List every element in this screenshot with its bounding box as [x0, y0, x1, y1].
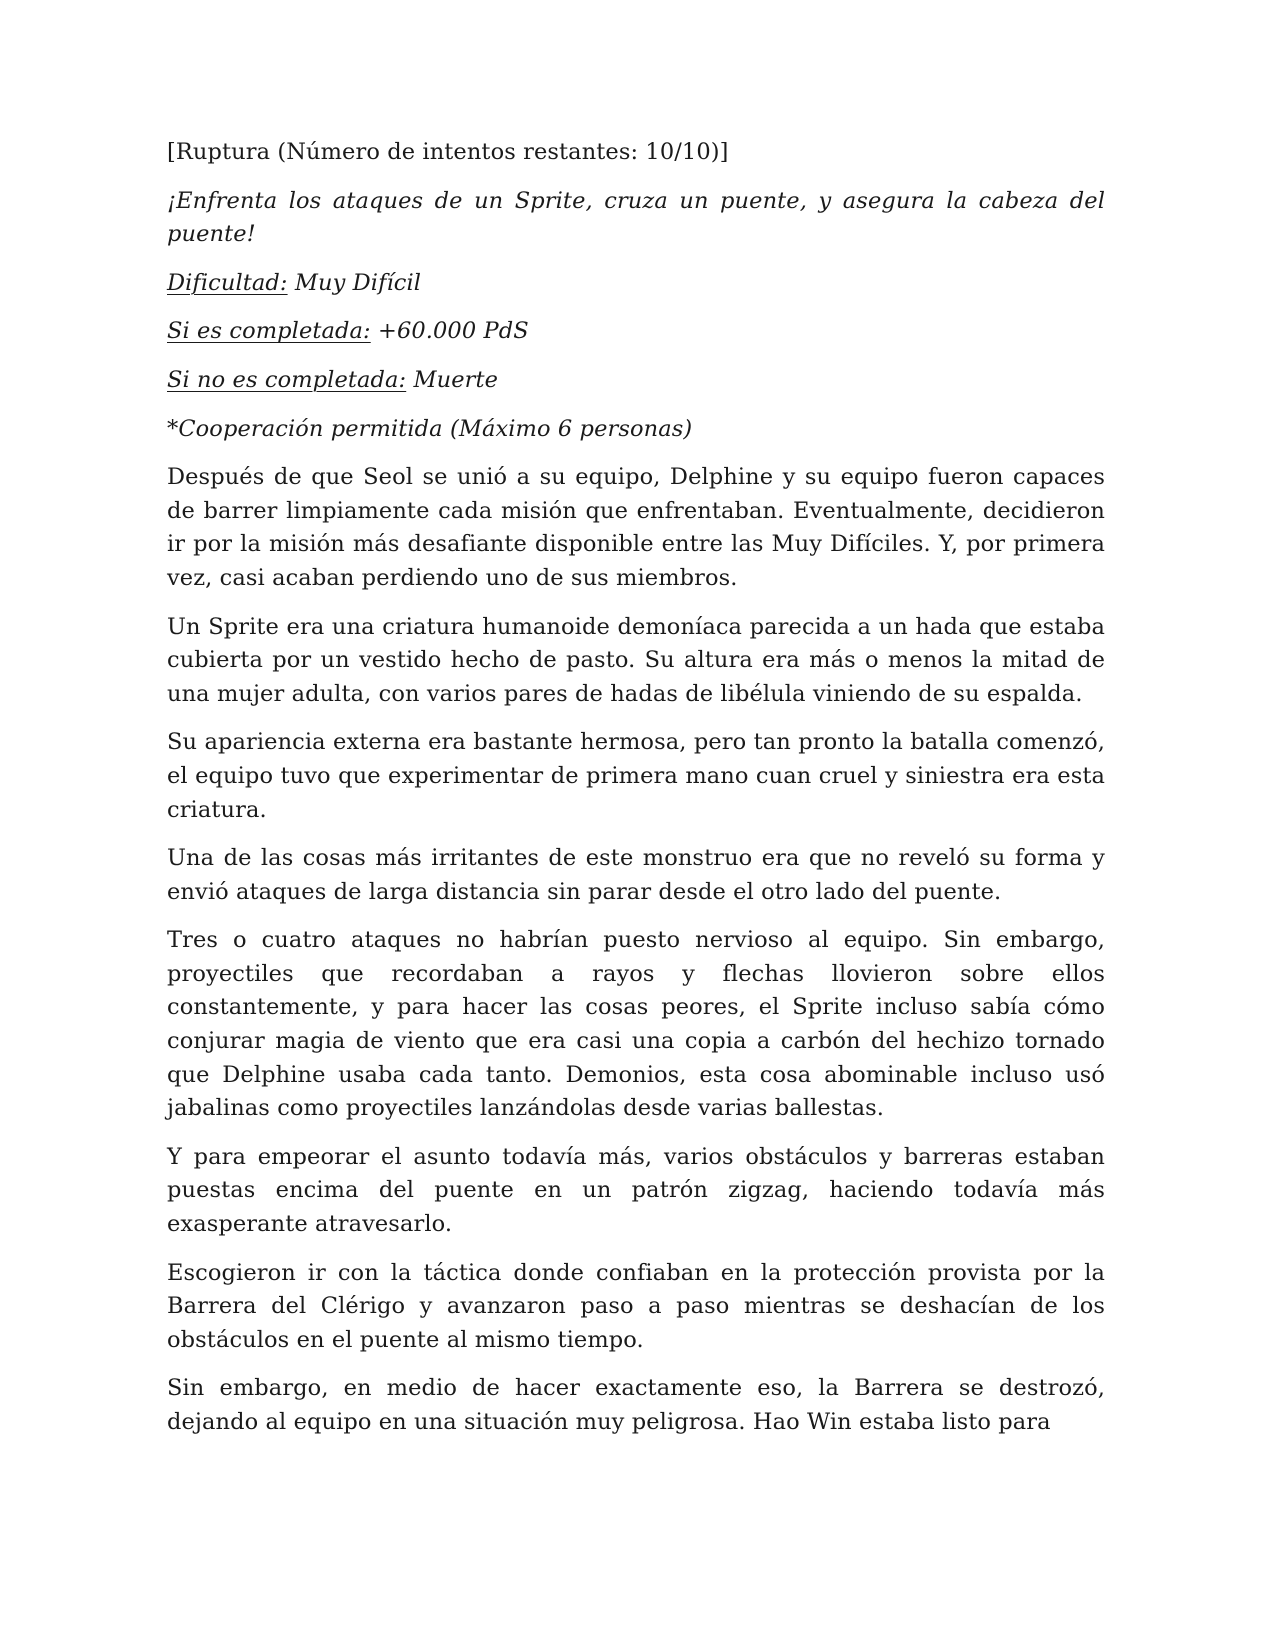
difficulty-value: Muy Difícil [287, 269, 422, 296]
rupture-notice: [Ruptura (Número de intentos restantes: 10/10)] [167, 139, 729, 165]
body-paragraph: Una de las cosas más irritantes de este monstruo era que no reveló su forma y envió ataques de larga distancia sin parar desde el otro lado del puente. [167, 845, 1105, 905]
failure-penalty-value: Muerte [406, 366, 499, 393]
document-page [167, 136, 1105, 1455]
body-paragraph: Tres o cuatro ataques no habrían puesto nervioso al equipo. Sin embargo, proyectiles que recordaban a rayos y flechas llovieron sobre ellos constantemente, y para hacer las cosas peores, el Sprite incluso sabía cómo conjurar magia de viento que era casi una copia a carbón del hechizo tornado que Delphine usaba cada tanto. Demonios, esta cosa abominable incluso usó jabalinas como proyectiles lanzándolas desde varias ballestas. [167, 927, 1105, 1122]
body-paragraph: Después de que Seol se unió a su equipo, Delphine y su equipo fueron capaces de barrer limpiamente cada misión que enfrentaban. Eventualmente, decidieron ir por la misión más desafiante disponible entre las Muy Difíciles. Y, por primera vez, casi acaban perdiendo uno de sus miembros. [167, 464, 1105, 591]
body-paragraph: Su apariencia externa era bastante hermosa, pero tan pronto la batalla comenzó, el equipo tuvo que experimentar de primera mano cuan cruel y siniestra era esta criatura. [167, 729, 1105, 823]
completed-reward-label: Si es completada: [167, 318, 371, 345]
failure-penalty-field [167, 364, 1105, 398]
mission-description: ¡Enfrenta los ataques de un Sprite, cruza un puente, y asegura la cabeza del puente! [167, 187, 1105, 248]
body-paragraph: Un Sprite era una criatura humanoide demoníaca parecida a un hada que estaba cubierta por un vestido hecho de pasto. Su altura era más o menos la mitad de una mujer adulta, con varios pares de hadas de libélula viniendo de su espalda. [167, 613, 1105, 707]
body-paragraph: Escogieron ir con la táctica donde confiaban en la protección provista por la Barrera del Clérigo y avanzaron paso a paso mientras se deshacían de los obstáculos en el puente al mismo tiempo. [167, 1259, 1105, 1353]
completed-reward-value: +60.000 PdS [370, 318, 529, 345]
completed-reward-field [167, 315, 1105, 349]
difficulty-field [167, 267, 1105, 301]
difficulty-label: Dificultad: [167, 269, 288, 296]
failure-penalty-label: Si no es completada: [167, 366, 407, 393]
cooperation-note: *Cooperación permitida (Máximo 6 personas) [167, 415, 693, 442]
body-paragraph: Y para empeorar el asunto todavía más, varios obstáculos y barreras estaban puestas encima del puente en un patrón zigzag, haciendo todavía más exasperante atravesarlo. [167, 1143, 1105, 1238]
body-paragraph: Sin embargo, en medio de hacer exactamente eso, la Barrera se destrozó, dejando al equipo en una situación muy peligrosa. Hao Win estaba listo para [167, 1375, 1105, 1435]
